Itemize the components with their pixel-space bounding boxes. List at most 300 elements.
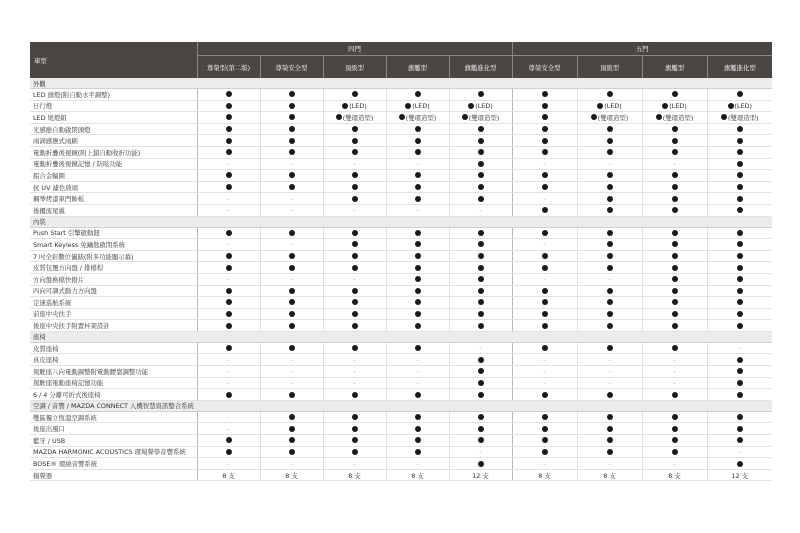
spec-cell bbox=[323, 354, 386, 366]
spec-cell bbox=[260, 423, 323, 435]
included-dot-icon bbox=[607, 126, 613, 132]
cell-annotation: (雙環造型) bbox=[597, 113, 629, 122]
spec-cell bbox=[642, 170, 707, 182]
spec-cell bbox=[197, 285, 260, 297]
spec-cell bbox=[386, 273, 449, 285]
cell-annotation: (雙環造型) bbox=[468, 113, 500, 122]
included-dot-icon bbox=[542, 126, 548, 132]
included-dot-icon bbox=[478, 323, 484, 329]
spec-cell bbox=[260, 170, 323, 182]
included-dot-icon bbox=[478, 311, 484, 317]
spec-cell bbox=[707, 135, 772, 147]
included-dot-icon bbox=[737, 161, 743, 167]
spec-cell bbox=[449, 239, 512, 251]
included-dot-icon bbox=[226, 288, 232, 294]
included-dot-icon bbox=[478, 184, 484, 190]
spec-cell bbox=[197, 89, 260, 101]
not-available-dash: - bbox=[227, 194, 230, 203]
included-dot-icon bbox=[737, 172, 743, 178]
spec-cell bbox=[577, 377, 642, 389]
spec-cell bbox=[449, 204, 512, 216]
included-dot-icon bbox=[478, 196, 484, 202]
included-dot-icon bbox=[672, 426, 678, 432]
spec-cell bbox=[323, 170, 386, 182]
included-dot-icon bbox=[737, 126, 743, 132]
spec-cell bbox=[323, 458, 386, 470]
not-available-dash: - bbox=[738, 447, 741, 456]
spec-cell bbox=[707, 435, 772, 447]
included-dot-icon bbox=[336, 114, 342, 120]
included-dot-icon bbox=[672, 172, 678, 178]
not-available-dash: - bbox=[608, 378, 611, 387]
included-dot-icon bbox=[399, 114, 405, 120]
spec-cell bbox=[197, 354, 260, 366]
spec-cell bbox=[577, 250, 642, 262]
included-dot-icon bbox=[478, 265, 484, 271]
included-dot-icon bbox=[289, 426, 295, 432]
spec-cell bbox=[642, 342, 707, 354]
included-dot-icon bbox=[478, 461, 484, 467]
included-dot-icon bbox=[672, 414, 678, 420]
spec-cell bbox=[260, 204, 323, 216]
included-dot-icon bbox=[289, 126, 295, 132]
included-dot-icon bbox=[462, 114, 468, 120]
spec-cell bbox=[260, 227, 323, 239]
included-dot-icon bbox=[415, 230, 421, 236]
included-dot-icon bbox=[226, 114, 232, 120]
table-row bbox=[30, 469, 772, 481]
spec-cell bbox=[707, 458, 772, 470]
included-dot-icon bbox=[226, 126, 232, 132]
not-available-dash: - bbox=[227, 378, 230, 387]
spec-cell bbox=[323, 366, 386, 378]
spec-cell bbox=[386, 446, 449, 458]
spec-cell bbox=[707, 273, 772, 285]
table-row bbox=[30, 146, 772, 158]
included-dot-icon bbox=[289, 311, 295, 317]
spec-cell bbox=[197, 112, 260, 124]
not-available-dash: - bbox=[416, 355, 419, 364]
spec-cell bbox=[577, 469, 642, 481]
spec-cell bbox=[577, 297, 642, 309]
included-dot-icon bbox=[478, 357, 484, 363]
included-dot-icon bbox=[737, 357, 743, 363]
table-row bbox=[30, 366, 772, 378]
included-dot-icon bbox=[415, 241, 421, 247]
spec-cell bbox=[512, 320, 577, 332]
spec-cell bbox=[197, 411, 260, 423]
spec-cell bbox=[449, 297, 512, 309]
included-dot-icon bbox=[607, 149, 613, 155]
not-available-dash: - bbox=[543, 159, 546, 168]
section-title: 空調 / 音響 / MAZDA CONNECT 人機智慧資訊整合系統 bbox=[30, 400, 772, 411]
model-label: 車型 bbox=[30, 42, 197, 78]
spec-cell bbox=[386, 227, 449, 239]
included-dot-icon bbox=[478, 126, 484, 132]
included-dot-icon bbox=[352, 323, 358, 329]
spec-cell bbox=[386, 158, 449, 170]
feature-label: 鋼琴烤漆車門飾板 bbox=[30, 193, 197, 205]
included-dot-icon bbox=[352, 184, 358, 190]
spec-cell bbox=[642, 239, 707, 251]
spec-cell bbox=[707, 411, 772, 423]
not-available-dash: - bbox=[290, 275, 293, 284]
table-row bbox=[30, 446, 772, 458]
feature-label: 電動折疊後視鏡記憶 / 防眩功能 bbox=[30, 158, 197, 170]
not-available-dash: - bbox=[673, 159, 676, 168]
feature-label: 駕駛座八向電動調整附電動腰靠調整功能 bbox=[30, 366, 197, 378]
table-row bbox=[30, 377, 772, 389]
included-dot-icon bbox=[672, 449, 678, 455]
spec-cell bbox=[577, 320, 642, 332]
not-available-dash: - bbox=[353, 355, 356, 364]
included-dot-icon bbox=[542, 345, 548, 351]
spec-cell bbox=[512, 285, 577, 297]
spec-cell bbox=[577, 193, 642, 205]
included-dot-icon bbox=[737, 380, 743, 386]
included-dot-icon bbox=[672, 288, 678, 294]
included-dot-icon bbox=[352, 414, 358, 420]
cell-value: 12 支 bbox=[472, 471, 489, 480]
spec-cell bbox=[323, 308, 386, 320]
cell-annotation: (LED) bbox=[604, 101, 622, 110]
spec-cell bbox=[707, 181, 772, 193]
spec-cell bbox=[197, 342, 260, 354]
spec-cell bbox=[197, 239, 260, 251]
spec-cell bbox=[642, 423, 707, 435]
included-dot-icon bbox=[672, 230, 678, 236]
spec-cell bbox=[323, 181, 386, 193]
spec-cell bbox=[449, 377, 512, 389]
included-dot-icon bbox=[672, 126, 678, 132]
table-row bbox=[30, 112, 772, 124]
spec-cell bbox=[449, 285, 512, 297]
spec-cell bbox=[260, 158, 323, 170]
spec-cell bbox=[449, 273, 512, 285]
table-row bbox=[30, 342, 772, 354]
not-available-dash: - bbox=[608, 355, 611, 364]
feature-label: 皮質座椅 bbox=[30, 342, 197, 354]
included-dot-icon bbox=[607, 91, 613, 97]
spec-cell bbox=[577, 100, 642, 112]
included-dot-icon bbox=[607, 241, 613, 247]
included-dot-icon bbox=[415, 276, 421, 282]
spec-cell bbox=[323, 423, 386, 435]
spec-cell bbox=[512, 342, 577, 354]
spec-cell bbox=[386, 146, 449, 158]
included-dot-icon bbox=[352, 288, 358, 294]
included-dot-icon bbox=[672, 207, 678, 213]
cell-value: 8 支 bbox=[411, 471, 424, 480]
spec-cell bbox=[577, 204, 642, 216]
spec-cell bbox=[260, 135, 323, 147]
included-dot-icon bbox=[226, 449, 232, 455]
cell-value: 8 支 bbox=[668, 471, 681, 480]
included-dot-icon bbox=[607, 426, 613, 432]
spec-cell bbox=[642, 89, 707, 101]
not-available-dash: - bbox=[543, 378, 546, 387]
spec-cell bbox=[386, 239, 449, 251]
spec-cell bbox=[577, 89, 642, 101]
spec-cell bbox=[577, 366, 642, 378]
spec-cell bbox=[707, 250, 772, 262]
not-available-dash: - bbox=[227, 159, 230, 168]
table-row bbox=[30, 389, 772, 401]
spec-cell bbox=[642, 458, 707, 470]
included-dot-icon bbox=[352, 91, 358, 97]
spec-cell bbox=[512, 181, 577, 193]
included-dot-icon bbox=[542, 437, 548, 443]
included-dot-icon bbox=[289, 149, 295, 155]
spec-cell bbox=[512, 435, 577, 447]
cell-annotation: (LED) bbox=[412, 101, 430, 110]
included-dot-icon bbox=[342, 103, 348, 109]
not-available-dash: - bbox=[543, 194, 546, 203]
included-dot-icon bbox=[352, 172, 358, 178]
spec-cell bbox=[707, 112, 772, 124]
feature-label: 光感應自動啟閉頭燈 bbox=[30, 123, 197, 135]
feature-label: 雙區獨立恆溫空調系統 bbox=[30, 411, 197, 423]
spec-cell bbox=[577, 389, 642, 401]
included-dot-icon bbox=[415, 392, 421, 398]
spec-cell bbox=[386, 204, 449, 216]
spec-cell bbox=[449, 170, 512, 182]
spec-cell bbox=[260, 89, 323, 101]
spec-cell bbox=[260, 181, 323, 193]
included-dot-icon bbox=[542, 138, 548, 144]
included-dot-icon bbox=[289, 114, 295, 120]
feature-label: Smart Keyless 免鑰匙啟閉系統 bbox=[30, 239, 197, 251]
feature-label: 日行燈 bbox=[30, 100, 197, 112]
feature-label: 電動折疊後視鏡(附上鎖自動收折功能) bbox=[30, 146, 197, 158]
spec-cell bbox=[197, 204, 260, 216]
spec-cell bbox=[260, 411, 323, 423]
included-dot-icon bbox=[542, 207, 548, 213]
spec-cell bbox=[642, 227, 707, 239]
included-dot-icon bbox=[607, 207, 613, 213]
spec-cell bbox=[577, 146, 642, 158]
spec-cell bbox=[386, 170, 449, 182]
included-dot-icon bbox=[737, 230, 743, 236]
included-dot-icon bbox=[672, 276, 678, 282]
spec-cell bbox=[642, 389, 707, 401]
spec-cell bbox=[642, 297, 707, 309]
spec-cell bbox=[449, 308, 512, 320]
spec-cell bbox=[449, 262, 512, 274]
included-dot-icon bbox=[352, 449, 358, 455]
spec-cell bbox=[323, 227, 386, 239]
not-available-dash: - bbox=[290, 367, 293, 376]
included-dot-icon bbox=[478, 414, 484, 420]
spec-cell bbox=[577, 308, 642, 320]
table-row bbox=[30, 423, 772, 435]
included-dot-icon bbox=[656, 114, 662, 120]
included-dot-icon bbox=[737, 196, 743, 202]
spec-cell bbox=[386, 435, 449, 447]
spec-cell bbox=[260, 285, 323, 297]
included-dot-icon bbox=[289, 184, 295, 190]
spec-cell bbox=[449, 181, 512, 193]
spec-cell bbox=[323, 135, 386, 147]
table-row bbox=[30, 227, 772, 239]
included-dot-icon bbox=[607, 449, 613, 455]
not-available-dash: - bbox=[479, 447, 482, 456]
spec-cell bbox=[260, 308, 323, 320]
spec-cell bbox=[197, 435, 260, 447]
feature-label: 後座出風口 bbox=[30, 423, 197, 435]
table-row bbox=[30, 181, 772, 193]
spec-cell bbox=[642, 158, 707, 170]
not-available-dash: - bbox=[543, 459, 546, 468]
spec-cell bbox=[512, 458, 577, 470]
included-dot-icon bbox=[352, 265, 358, 271]
not-available-dash: - bbox=[608, 159, 611, 168]
cell-annotation: (雙環造型) bbox=[728, 113, 759, 122]
spec-cell bbox=[197, 366, 260, 378]
spec-cell bbox=[386, 389, 449, 401]
table-row bbox=[30, 458, 772, 470]
included-dot-icon bbox=[352, 426, 358, 432]
included-dot-icon bbox=[607, 288, 613, 294]
included-dot-icon bbox=[737, 437, 743, 443]
spec-cell bbox=[707, 446, 772, 458]
spec-cell bbox=[642, 411, 707, 423]
spec-cell bbox=[449, 146, 512, 158]
spec-cell bbox=[512, 146, 577, 158]
included-dot-icon bbox=[289, 265, 295, 271]
included-dot-icon bbox=[672, 265, 678, 271]
included-dot-icon bbox=[542, 253, 548, 259]
included-dot-icon bbox=[737, 288, 743, 294]
included-dot-icon bbox=[289, 172, 295, 178]
spec-cell bbox=[707, 204, 772, 216]
spec-cell bbox=[449, 135, 512, 147]
cell-annotation: (LED) bbox=[669, 101, 687, 110]
included-dot-icon bbox=[607, 230, 613, 236]
feature-label: 後擾流尾翼 bbox=[30, 204, 197, 216]
table-row bbox=[30, 411, 772, 423]
feature-label: BOSE® 環繞音響系統 bbox=[30, 458, 197, 470]
spec-cell bbox=[642, 469, 707, 481]
spec-cell bbox=[577, 446, 642, 458]
spec-cell bbox=[449, 354, 512, 366]
included-dot-icon bbox=[737, 311, 743, 317]
included-dot-icon bbox=[607, 172, 613, 178]
not-available-dash: - bbox=[227, 424, 230, 433]
spec-cell bbox=[707, 239, 772, 251]
spec-cell bbox=[512, 411, 577, 423]
included-dot-icon bbox=[352, 345, 358, 351]
not-available-dash: - bbox=[290, 459, 293, 468]
included-dot-icon bbox=[542, 149, 548, 155]
not-available-dash: - bbox=[673, 459, 676, 468]
spec-cell bbox=[323, 262, 386, 274]
spec-cell bbox=[260, 193, 323, 205]
spec-cell bbox=[512, 262, 577, 274]
included-dot-icon bbox=[289, 392, 295, 398]
spec-cell bbox=[512, 250, 577, 262]
spec-cell bbox=[512, 89, 577, 101]
spec-cell bbox=[323, 297, 386, 309]
included-dot-icon bbox=[226, 103, 232, 109]
spec-cell bbox=[386, 320, 449, 332]
not-available-dash: - bbox=[353, 275, 356, 284]
spec-cell bbox=[642, 112, 707, 124]
spec-cell bbox=[386, 342, 449, 354]
spec-cell bbox=[197, 273, 260, 285]
included-dot-icon bbox=[478, 91, 484, 97]
included-dot-icon bbox=[478, 426, 484, 432]
section-header-row bbox=[30, 400, 772, 411]
included-dot-icon bbox=[607, 345, 613, 351]
spec-cell bbox=[642, 250, 707, 262]
included-dot-icon bbox=[415, 196, 421, 202]
spec-cell bbox=[197, 320, 260, 332]
spec-cell bbox=[260, 446, 323, 458]
spec-cell bbox=[642, 308, 707, 320]
spec-cell bbox=[386, 308, 449, 320]
spec-cell bbox=[449, 342, 512, 354]
included-dot-icon bbox=[737, 207, 743, 213]
included-dot-icon bbox=[478, 380, 484, 386]
spec-cell bbox=[512, 366, 577, 378]
included-dot-icon bbox=[352, 437, 358, 443]
included-dot-icon bbox=[226, 311, 232, 317]
included-dot-icon bbox=[289, 138, 295, 144]
spec-cell bbox=[323, 411, 386, 423]
included-dot-icon bbox=[542, 288, 548, 294]
not-available-dash: - bbox=[608, 275, 611, 284]
spec-cell bbox=[577, 170, 642, 182]
not-available-dash: - bbox=[543, 275, 546, 284]
feature-label: 後座中央扶手附置杯架設計 bbox=[30, 320, 197, 332]
spec-cell bbox=[642, 146, 707, 158]
included-dot-icon bbox=[607, 138, 613, 144]
trim-header: 尊榮安全型 bbox=[512, 56, 577, 79]
included-dot-icon bbox=[415, 437, 421, 443]
section-header-row bbox=[30, 216, 772, 227]
spec-cell bbox=[260, 469, 323, 481]
included-dot-icon bbox=[672, 345, 678, 351]
included-dot-icon bbox=[289, 414, 295, 420]
spec-cell bbox=[386, 262, 449, 274]
spec-cell bbox=[707, 193, 772, 205]
spec-cell bbox=[197, 389, 260, 401]
spec-cell bbox=[642, 377, 707, 389]
not-available-dash: - bbox=[673, 378, 676, 387]
spec-cell bbox=[577, 458, 642, 470]
not-available-dash: - bbox=[290, 194, 293, 203]
spec-cell bbox=[707, 262, 772, 274]
feature-label: 雨滴感應式雨刷 bbox=[30, 135, 197, 147]
not-available-dash: - bbox=[673, 355, 676, 364]
feature-label: 抗 UV 濾色玻璃 bbox=[30, 181, 197, 193]
spec-cell bbox=[386, 181, 449, 193]
included-dot-icon bbox=[607, 265, 613, 271]
spec-cell bbox=[260, 273, 323, 285]
spec-cell bbox=[449, 227, 512, 239]
spec-cell bbox=[260, 100, 323, 112]
spec-cell bbox=[323, 342, 386, 354]
spec-cell bbox=[707, 308, 772, 320]
spec-cell bbox=[707, 170, 772, 182]
included-dot-icon bbox=[478, 437, 484, 443]
spec-cell bbox=[512, 170, 577, 182]
table-row bbox=[30, 204, 772, 216]
feature-label: LED 頭燈(附自動水平調整) bbox=[30, 89, 197, 101]
included-dot-icon bbox=[289, 299, 295, 305]
included-dot-icon bbox=[352, 311, 358, 317]
